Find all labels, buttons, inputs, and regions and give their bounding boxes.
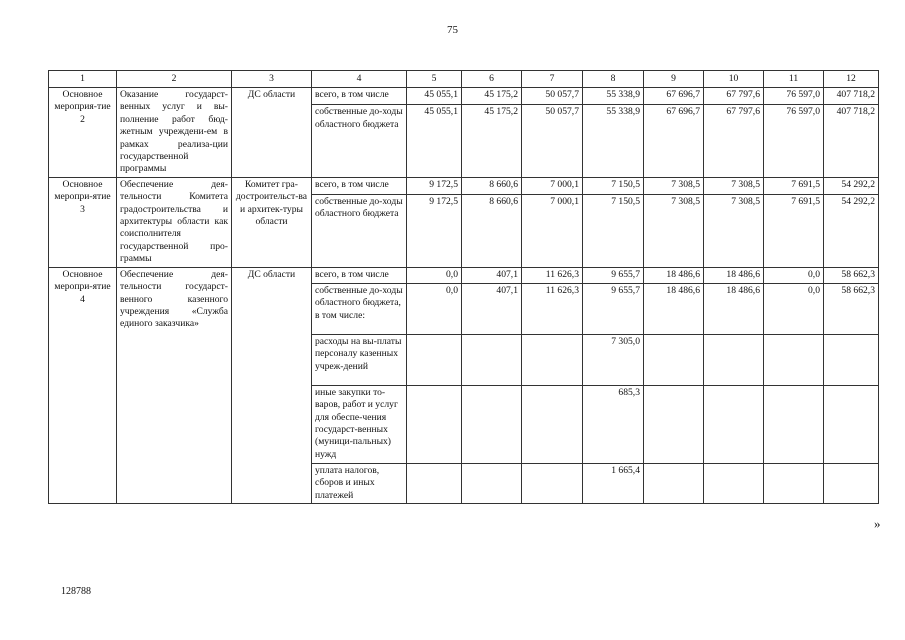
value-cell: 18 486,6 bbox=[644, 283, 704, 334]
measure-description: Оказание государст-венных услуг и вы-полнение работ бюд-жетным учреждени-ем в рамках реализа-ции государственной программы bbox=[117, 88, 232, 178]
header-cell: 7 bbox=[522, 71, 583, 88]
value-cell: 7 305,0 bbox=[583, 334, 644, 385]
value-cell bbox=[462, 385, 522, 463]
value-cell: 0,0 bbox=[764, 267, 824, 283]
value-cell: 55 338,9 bbox=[583, 88, 644, 105]
page-number: 75 bbox=[447, 24, 458, 36]
header-cell: 10 bbox=[704, 71, 764, 88]
value-cell bbox=[522, 334, 583, 385]
table-row bbox=[49, 177, 879, 194]
measure-executor: Комитет гра-достроительст-ва и архитек-туры области bbox=[232, 177, 312, 267]
value-cell bbox=[764, 385, 824, 463]
value-cell bbox=[824, 463, 879, 503]
header-cell: 11 bbox=[764, 71, 824, 88]
value-cell: 18 486,6 bbox=[704, 267, 764, 283]
value-cell bbox=[764, 334, 824, 385]
value-cell: 76 597,0 bbox=[764, 105, 824, 178]
value-cell: 45 175,2 bbox=[462, 105, 522, 178]
value-cell: 18 486,6 bbox=[644, 267, 704, 283]
value-cell: 58 662,3 bbox=[824, 267, 879, 283]
value-cell bbox=[764, 463, 824, 503]
value-cell bbox=[407, 334, 462, 385]
value-cell: 407 718,2 bbox=[824, 105, 879, 178]
value-cell bbox=[462, 334, 522, 385]
value-cell bbox=[644, 385, 704, 463]
funding-label: всего, в том числе bbox=[312, 88, 407, 105]
value-cell bbox=[824, 385, 879, 463]
value-cell: 7 308,5 bbox=[704, 194, 764, 267]
value-cell: 67 696,7 bbox=[644, 88, 704, 105]
header-cell: 4 bbox=[312, 71, 407, 88]
header-cell: 12 bbox=[824, 71, 879, 88]
funding-label: собственные до-ходы областного бюджета, в том числе: bbox=[312, 283, 407, 334]
value-cell: 45 175,2 bbox=[462, 88, 522, 105]
value-cell: 50 057,7 bbox=[522, 88, 583, 105]
value-cell: 67 696,7 bbox=[644, 105, 704, 178]
funding-label: расходы на вы-платы персоналу казенных учреж-дений bbox=[312, 334, 407, 385]
value-cell bbox=[644, 463, 704, 503]
value-cell: 7 150,5 bbox=[583, 194, 644, 267]
value-cell: 76 597,0 bbox=[764, 88, 824, 105]
measure-name: Основное меропри-ятие 3 bbox=[49, 177, 117, 267]
value-cell: 9 172,5 bbox=[407, 177, 462, 194]
value-cell: 0,0 bbox=[764, 283, 824, 334]
measure-description: Обеспечение дея-тельности Комитета градостроительства и архитектуры области как соисполнителя государственной про-граммы bbox=[117, 177, 232, 267]
header-cell: 9 bbox=[644, 71, 704, 88]
value-cell: 1 665,4 bbox=[583, 463, 644, 503]
header-row bbox=[49, 71, 879, 88]
funding-label: собственные до-ходы областного бюджета bbox=[312, 194, 407, 267]
value-cell: 407 718,2 bbox=[824, 88, 879, 105]
value-cell: 7 691,5 bbox=[764, 177, 824, 194]
value-cell: 54 292,2 bbox=[824, 177, 879, 194]
value-cell: 9 172,5 bbox=[407, 194, 462, 267]
funding-label: собственные до-ходы областного бюджета bbox=[312, 105, 407, 178]
value-cell bbox=[644, 334, 704, 385]
measure-name: Основное меропри-ятие 4 bbox=[49, 267, 117, 503]
funding-label: уплата налогов, сборов и иных платежей bbox=[312, 463, 407, 503]
value-cell: 67 797,6 bbox=[704, 105, 764, 178]
value-cell: 58 662,3 bbox=[824, 283, 879, 334]
value-cell: 54 292,2 bbox=[824, 194, 879, 267]
value-cell: 7 000,1 bbox=[522, 177, 583, 194]
value-cell: 9 655,7 bbox=[583, 283, 644, 334]
value-cell: 7 308,5 bbox=[704, 177, 764, 194]
value-cell: 407,1 bbox=[462, 283, 522, 334]
funding-label: иные закупки то-варов, работ и услуг для обеспе-чения государст-венных (муници-пальных) нужд bbox=[312, 385, 407, 463]
header-cell: 5 bbox=[407, 71, 462, 88]
header-cell: 6 bbox=[462, 71, 522, 88]
value-cell bbox=[704, 334, 764, 385]
value-cell: 67 797,6 bbox=[704, 88, 764, 105]
value-cell: 7 308,5 bbox=[644, 194, 704, 267]
value-cell bbox=[462, 463, 522, 503]
value-cell: 7 691,5 bbox=[764, 194, 824, 267]
measure-description: Обеспечение дея-тельности государст-венного казенного учреждения «Служба единого заказчика» bbox=[117, 267, 232, 503]
value-cell bbox=[704, 385, 764, 463]
value-cell: 45 055,1 bbox=[407, 105, 462, 178]
value-cell: 50 057,7 bbox=[522, 105, 583, 178]
value-cell bbox=[407, 385, 462, 463]
value-cell: 7 000,1 bbox=[522, 194, 583, 267]
table-row bbox=[49, 88, 879, 105]
value-cell: 0,0 bbox=[407, 267, 462, 283]
value-cell: 18 486,6 bbox=[704, 283, 764, 334]
measure-executor: ДС области bbox=[232, 267, 312, 503]
closing-quote: » bbox=[874, 516, 881, 531]
funding-label: всего, в том числе bbox=[312, 267, 407, 283]
measure-name: Основное мероприя-тие 2 bbox=[49, 88, 117, 178]
header-cell: 8 bbox=[583, 71, 644, 88]
value-cell: 11 626,3 bbox=[522, 283, 583, 334]
value-cell: 7 150,5 bbox=[583, 177, 644, 194]
value-cell bbox=[522, 463, 583, 503]
footer-code: 128788 bbox=[61, 586, 91, 597]
budget-table bbox=[48, 70, 879, 504]
value-cell bbox=[522, 385, 583, 463]
value-cell: 9 655,7 bbox=[583, 267, 644, 283]
value-cell bbox=[824, 334, 879, 385]
header-cell: 2 bbox=[117, 71, 232, 88]
value-cell: 8 660,6 bbox=[462, 177, 522, 194]
value-cell bbox=[407, 463, 462, 503]
funding-label: всего, в том числе bbox=[312, 177, 407, 194]
value-cell: 55 338,9 bbox=[583, 105, 644, 178]
value-cell bbox=[704, 463, 764, 503]
header-cell: 1 bbox=[49, 71, 117, 88]
value-cell: 8 660,6 bbox=[462, 194, 522, 267]
header-cell: 3 bbox=[232, 71, 312, 88]
value-cell: 685,3 bbox=[583, 385, 644, 463]
value-cell: 0,0 bbox=[407, 283, 462, 334]
value-cell: 45 055,1 bbox=[407, 88, 462, 105]
table-row bbox=[49, 267, 879, 283]
measure-executor: ДС области bbox=[232, 88, 312, 178]
value-cell: 11 626,3 bbox=[522, 267, 583, 283]
value-cell: 407,1 bbox=[462, 267, 522, 283]
value-cell: 7 308,5 bbox=[644, 177, 704, 194]
